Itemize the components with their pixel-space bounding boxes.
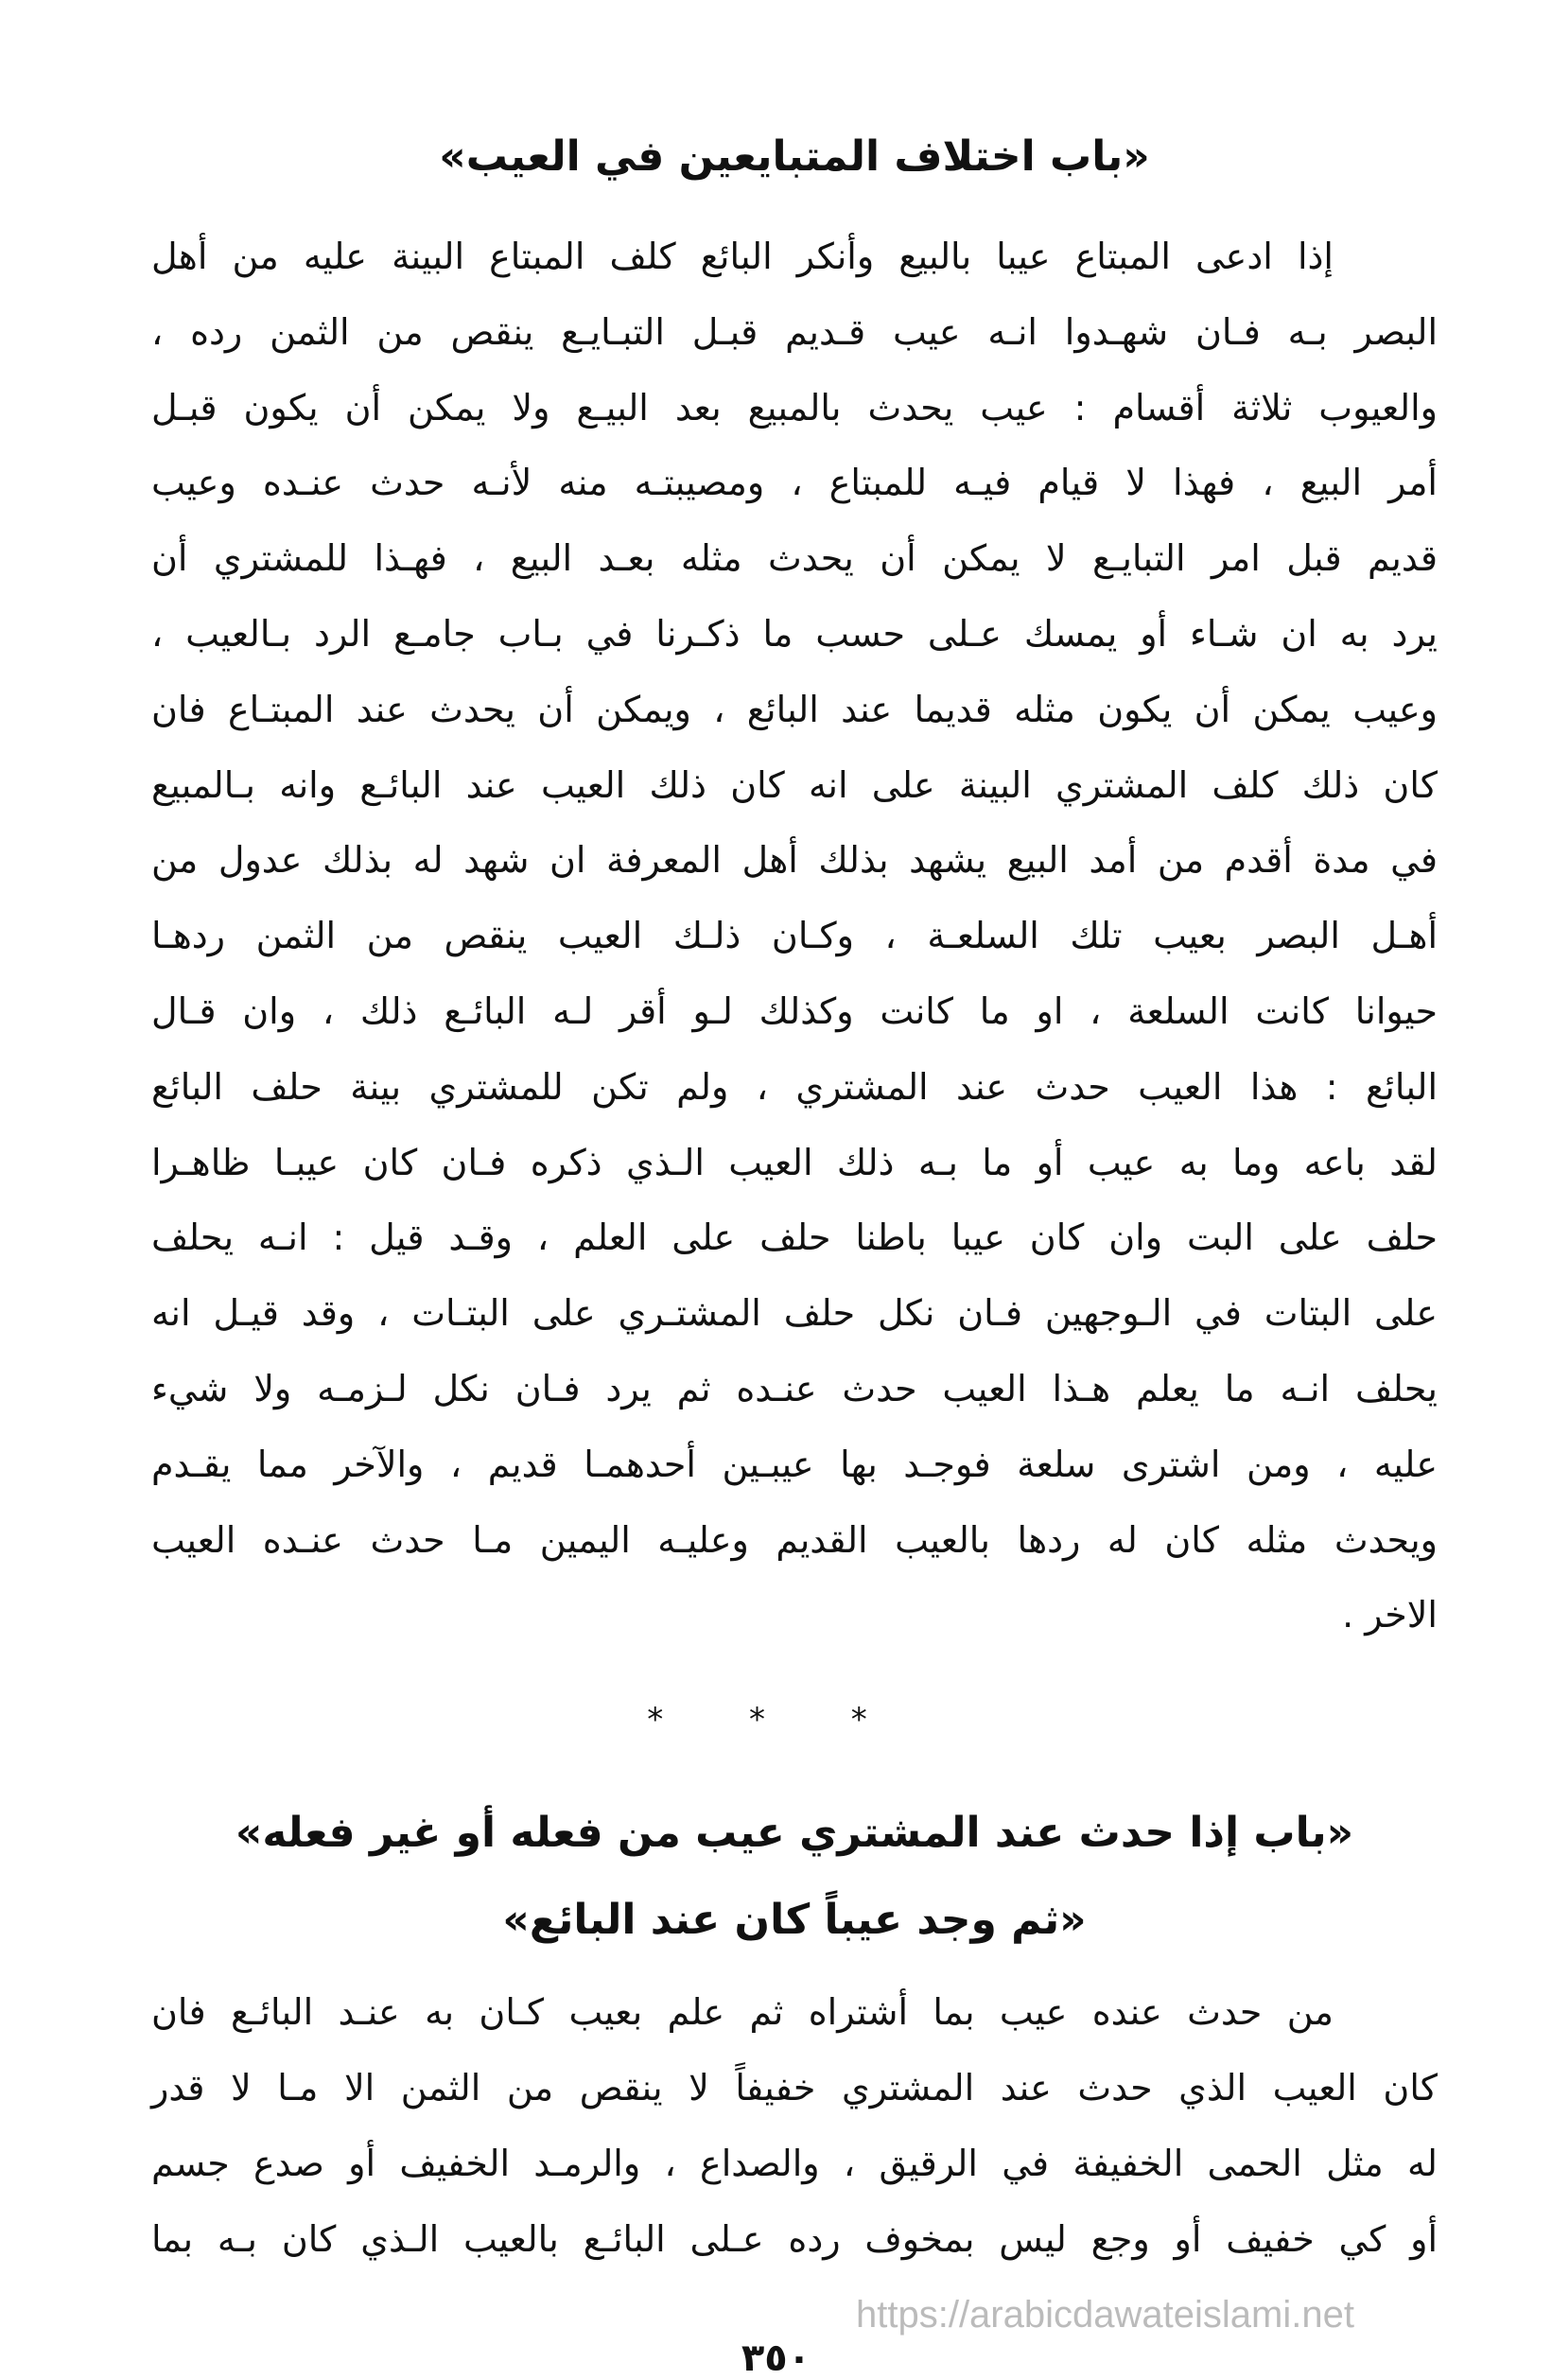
text-line: البصر بـه فـان شهـدوا انـه عيب قـديم قبـل التبـايـع ينقص من الثمن رده ، [151, 310, 1438, 353]
text-line: ويحدث مثله كان له ردها بالعيب القديم وعليـه اليمين مـا حدث عنـده العيب [151, 1518, 1438, 1561]
text-line: يحلف انـه ما يعلم هـذا العيب حدث عنـده ثم يرد فـان نكل لـزمـه ولا شيء [151, 1368, 1438, 1409]
text-line: عليه ، ومن اشترى سلعة فوجـد بها عيبـين أحدهمـا قديم ، والآخر مما يقـدم [151, 1443, 1438, 1485]
text-line: الاخر . [1342, 1594, 1438, 1636]
text-line: له مثل الحمى الخفيفة في الرقيق ، والصداع ، والرمـد الخفيف أو صدع جسم [151, 2143, 1438, 2184]
text-line: في مدة أقدم من أمد البيع يشهد بذلك أهل المعرفة ان شهد له بذلك عدول من [151, 839, 1438, 882]
text-line: أو كي خفيف أو وجع ليس بمخوف رده عـلى البائـع بالعيب الـذي كان بـه بما [151, 2218, 1438, 2260]
text-line: والعيوب ثلاثة أقسام : عيب يحدث بالمبيع بعد البيـع ولا يمكن أن يكون قبـل [151, 386, 1438, 429]
text-line: إذا ادعى المبتاع عيبا بالبيع وأنكر البائع كلف المبتاع البينة عليه من أهل [151, 236, 1334, 277]
text-line: من حدث عنده عيب بما أشتراه ثم علم بعيب كـان به عنـد البائـع فان [151, 1991, 1334, 2033]
text-line: حلف على البت وان كان عيبا باطنا حلف على العلم ، وقـد قيل : انـه يحلف [151, 1216, 1438, 1259]
separator: * * * [647, 1701, 905, 1739]
page-number: ٣٥٠ [741, 2336, 811, 2380]
section2-title-line1: «باب إذا حدث عند المشتري عيب من فعله أو غير فعله» [235, 1809, 1354, 1857]
text-line: وعيب يمكن أن يكون مثله قديما عند البائع ، ويمكن أن يحدث عند المبتـاع فان [151, 688, 1438, 730]
text-line: أمر البيع ، فهذا لا قيام فيـه للمبتاع ، ومصيبتـه منه لأنـه حدث عنـده وعيب [151, 462, 1438, 504]
text-line: قديم قبل امر التبايـع لا يمكن أن يحدث مثله بعـد البيع ، فهـذا للمشتري أن [151, 537, 1438, 580]
section2-title-line2: «ثم وجد عيباً كان عند البائع» [502, 1896, 1087, 1944]
section1-title: «باب اختلاف المتبايعين في العيب» [439, 132, 1150, 181]
text-line: يرد به ان شـاء أو يمسك عـلى حسب ما ذكـرنا في بـاب جامـع الرد بـالعيب ، [151, 613, 1438, 655]
text-line: البائع : هذا العيب حدث عند المشتري ، ولم تكن للمشتري بينة حلف البائع [151, 1065, 1438, 1108]
watermark: https://arabicdawateislami.net [856, 2294, 1354, 2336]
text-line: أهـل البصر بعيب تلك السلعـة ، وكـان ذلـك العيب ينقص من الثمن ردهـا [151, 915, 1438, 957]
text-line: حيوانا كانت السلعة ، او ما كانت وكذلك لـو أقر لـه البائـع ذلك ، وان قـال [151, 990, 1438, 1032]
text-line: كان العيب الذي حدث عند المشتري خفيفاً لا ينقص من الثمن الا مـا لا قدر [151, 2067, 1438, 2109]
text-line: على البتات في الـوجهين فـان نكل حلف المشتـري على البتـات ، وقد قيـل انه [151, 1292, 1438, 1335]
text-line: لقد باعه وما به عيب أو ما بـه ذلك العيب الـذي ذكره فـان كان عيبـا ظاهـرا [151, 1141, 1438, 1183]
text-line: كان ذلك كلف المشتري البينة على انه كان ذلك العيب عند البائـع وانه بـالمبيع [151, 763, 1438, 806]
